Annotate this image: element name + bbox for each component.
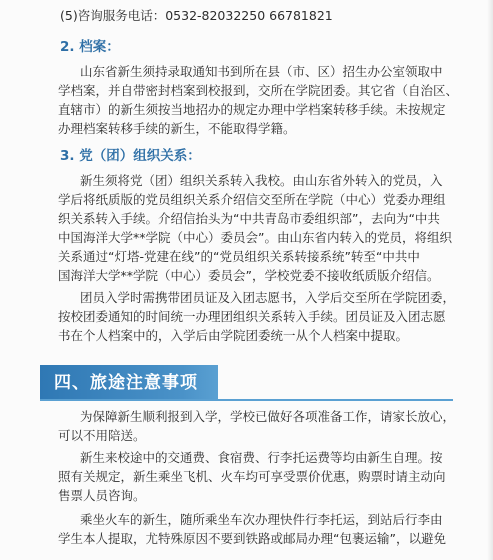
travel-line: 新生来校途中的交通费、食宿费、行李托运费等均由新生自理。按 — [80, 450, 443, 465]
party-line: 新生须将党（团）组织关系转入我校。由山东省外转入的党员，入 — [80, 173, 443, 188]
party-line: 书在个人档案中的，入学后由学院团委统一从个人档案中提取。 — [58, 328, 409, 343]
party-heading: 3. 党（团）组织关系： — [60, 148, 201, 164]
party-line: 国海洋大学**学院（中心）委员会”，学校党委不接收纸质版介绍信。 — [58, 268, 440, 283]
archive-line: 学档案，并自带密封档案到校报到，交所在学院团委。其它省（自治区、 — [58, 83, 459, 98]
travel-line: 照有关规定，新生乘坐飞机、火车均可享受票价优惠，购票时请主动向 — [58, 469, 446, 484]
travel-line: 学生本人提取，尤特殊原因不要到铁路或邮局办理“包裹运输”，以避免 — [58, 531, 446, 546]
party-line: 学后将纸质版的党员组织关系介绍信交至所在学院（中心）党委办理组 — [58, 192, 446, 207]
party-line: 按校团委通知的时间统一办理团组织关系转入手续。团员证及入团志愿 — [58, 309, 446, 324]
travel-line: 乘坐火车的新生，随所乘坐车次办理快件行李托运，到站后行李由 — [80, 512, 443, 527]
archive-line: 办理档案转移手续的新生，不能取得学籍。 — [58, 121, 296, 136]
party-line: 织关系转入手续。介绍信抬头为“中共青岛市委组织部”，去向为“中共 — [58, 211, 440, 226]
archive-line: 山东省新生须持录取通知书到所在县（市、区）招生办公室领取中 — [80, 64, 443, 79]
page-edge-shadow — [487, 0, 493, 560]
party-line: 中国海洋大学**学院（中心）委员会”。由山东省内转入的党员，将组织 — [58, 230, 452, 245]
section-banner: 四、旅途注意事项 — [40, 365, 218, 401]
travel-line: 为保障新生顺利报到入学，学校已做好各项准备工作，请家长放心， — [80, 409, 456, 424]
section-divider — [40, 399, 453, 401]
archive-line: 直辖市）的新生须按当地招办的规定办理中学档案转移手续。未按规定 — [58, 102, 446, 117]
travel-line: 可以不用陪送。 — [58, 428, 146, 443]
archive-heading: 2. 档案： — [60, 39, 120, 55]
party-line: 关系通过“灯塔-党建在线”的“党员组织关系转接系统”转至“中共中 — [58, 249, 420, 264]
travel-line: 售票人员咨询。 — [58, 488, 146, 503]
party-line: 团员入学时需携带团员证及入团志愿书，入学后交至所在学院团委， — [80, 290, 456, 305]
contact-phone-line: (5)咨询服务电话：0532-82032250 66781821 — [60, 8, 333, 23]
